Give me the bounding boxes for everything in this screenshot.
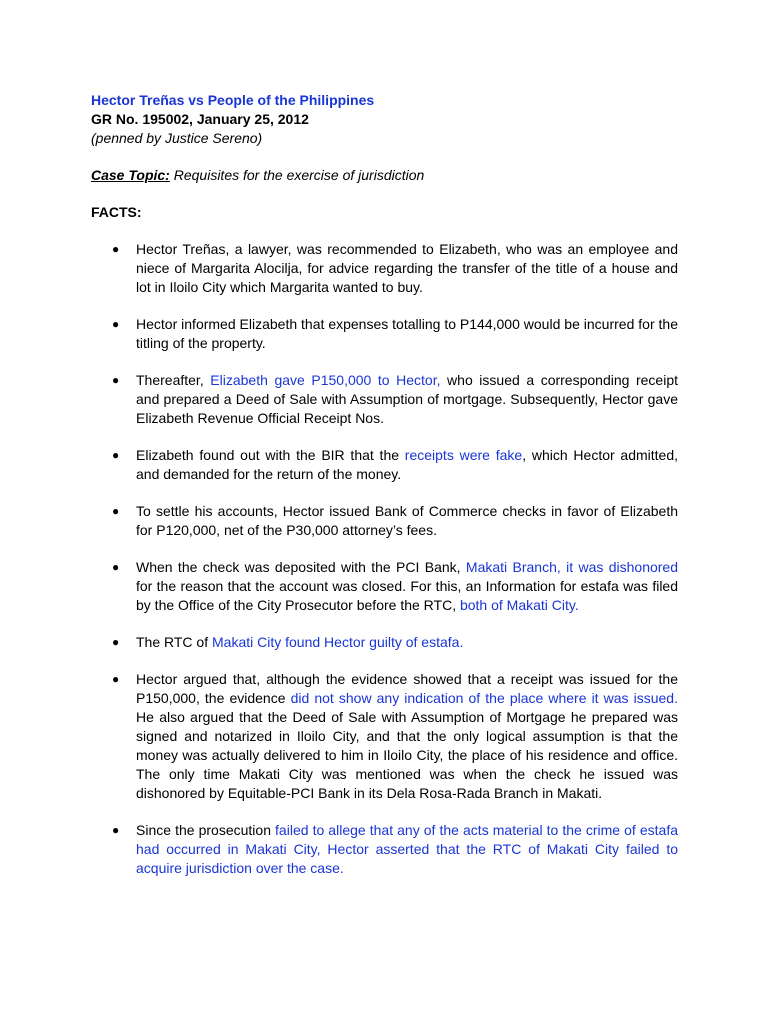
fact-text: who issued a corresponding receipt and prepared a Deed of Sale with Assumption of mortgage. Subsequently, Hector gave Elizabeth Revenue Official Receipt Nos. bbox=[136, 372, 679, 426]
fact-item bbox=[91, 670, 678, 803]
bullet-icon: ● bbox=[112, 373, 120, 387]
bullet-icon: ● bbox=[112, 504, 120, 518]
fact-text: Hector argued that, although the evidence showed that a receipt was issued for the P150,000, the evidence bbox=[136, 671, 678, 706]
fact-item bbox=[91, 315, 678, 353]
fact-text-highlight: Makati City found Hector guilty of estafa. bbox=[212, 634, 464, 650]
fact-text: , which Hector admitted, and demanded for the return of the money. bbox=[136, 447, 679, 482]
fact-text: When the check was deposited with the PCI Bank, bbox=[136, 559, 466, 575]
fact-text-highlight: Makati Branch, it was dishonored bbox=[465, 559, 678, 575]
bullet-icon: ● bbox=[112, 635, 120, 649]
fact-text: Since the prosecution bbox=[136, 822, 276, 838]
fact-text: He also argued that the Deed of Sale with Assumption of Mortgage he prepared was signed and notarized in Iloilo City, and that the only logical assumption is that the money was actually delivered to him in Iloilo City, the place of his residence and office. The only time Makati City was mentioned was when the check he issued was dishonored by Equitable-PCI Bank in its Dela Rosa-Rada Branch in Makati. bbox=[136, 709, 678, 801]
fact-item bbox=[91, 240, 678, 297]
fact-text: Hector informed Elizabeth that expenses totalling to P144,000 would be incurred for the titling of the property. bbox=[136, 316, 678, 351]
fact-text-highlight: failed to allege that any of the acts material to the crime of estafa had occurred in Makati City, Hector asserted that the RTC of Makati City failed to acquire jurisdiction over the case. bbox=[136, 822, 679, 876]
bullet-icon: ● bbox=[112, 448, 120, 462]
case-topic-text: Requisites for the exercise of jurisdiction bbox=[169, 167, 425, 183]
bullet-icon: ● bbox=[112, 242, 120, 256]
penned-by: (penned by Justice Sereno) bbox=[91, 130, 263, 146]
fact-text: To settle his accounts, Hector issued Bank of Commerce checks in favor of Elizabeth for P120,000, net of the P30,000 attorney’s fees. bbox=[136, 503, 678, 538]
spacer bbox=[91, 148, 678, 166]
gr-number: GR No. 195002, January 25, 2012 bbox=[91, 111, 309, 127]
bullet-icon: ● bbox=[112, 317, 120, 331]
spacer bbox=[91, 222, 678, 240]
fact-item bbox=[91, 821, 678, 878]
fact-text-highlight: Elizabeth gave P150,000 to Hector, bbox=[210, 372, 441, 388]
document-content bbox=[91, 91, 678, 896]
facts-list bbox=[91, 240, 678, 878]
case-topic bbox=[91, 166, 678, 185]
fact-text: The RTC of bbox=[136, 634, 212, 650]
fact-text: Thereafter, bbox=[136, 372, 211, 388]
case-topic-label: Case Topic: bbox=[91, 167, 170, 183]
bullet-icon: ● bbox=[112, 672, 120, 686]
facts-heading: FACTS: bbox=[91, 204, 142, 220]
fact-item bbox=[91, 371, 678, 428]
case-title: Hector Treñas vs People of the Philippines bbox=[91, 92, 375, 108]
bullet-icon: ● bbox=[112, 560, 120, 574]
fact-item bbox=[91, 446, 678, 484]
fact-item bbox=[91, 633, 678, 652]
bullet-icon: ● bbox=[112, 823, 120, 837]
fact-text-highlight: receipts were fake bbox=[404, 447, 523, 463]
fact-text: Hector Treñas, a lawyer, was recommended to Elizabeth, who was an employee and niece of Margarita Alocilja, for advice regarding the transfer of the title of a house and lot in Iloilo City which Margarita wanted to buy. bbox=[136, 241, 678, 295]
fact-text: for the reason that the account was closed. For this, an Information for estafa was filed by the Office of the City Prosecutor before the RTC, bbox=[136, 578, 678, 613]
fact-text-highlight: both of Makati City. bbox=[459, 597, 579, 613]
fact-text: Elizabeth found out with the BIR that the bbox=[136, 447, 405, 463]
fact-text-highlight: did not show any indication of the place where it was issued. bbox=[290, 690, 678, 706]
fact-item bbox=[91, 502, 678, 540]
fact-item bbox=[91, 558, 678, 615]
spacer bbox=[91, 185, 678, 203]
